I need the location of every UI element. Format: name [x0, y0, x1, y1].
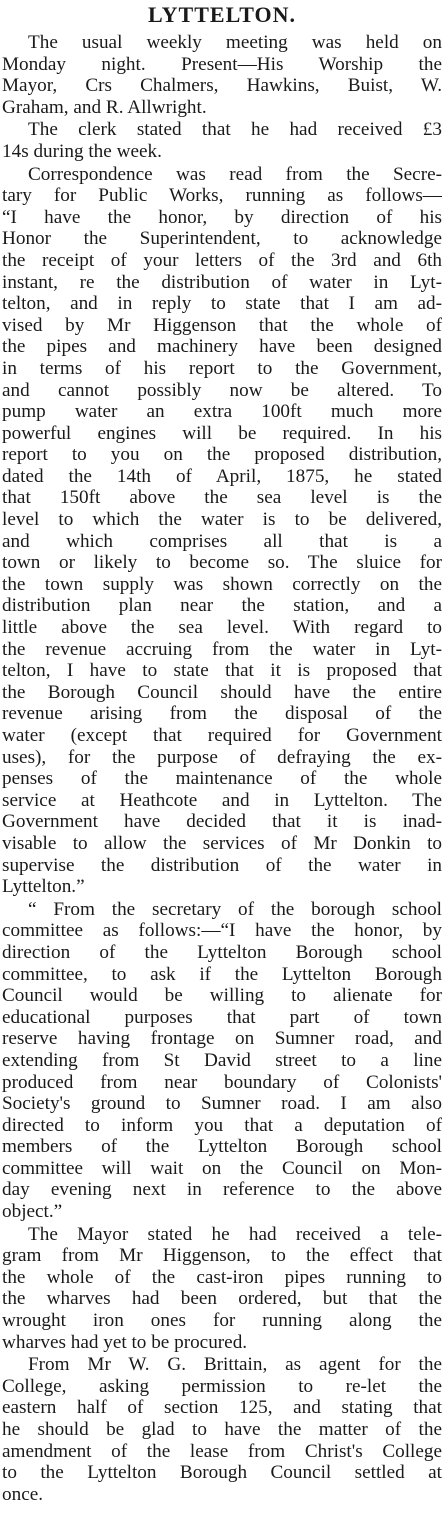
text-line: members of the Lyttelton Borough school: [2, 1136, 442, 1158]
text-line: to the Lyttelton Borough Council settled at: [2, 1462, 442, 1484]
text-line: Graham, and R. Allwright.: [2, 96, 207, 118]
text-line: telton, and in reply to state that I am ad-: [2, 293, 442, 315]
text-line: that 150ft above the sea level is the: [2, 487, 442, 509]
text-line: eastern half of section 125, and stating that: [2, 1397, 442, 1419]
text-line: in terms of his report to the Government,: [2, 357, 442, 379]
paragraph: [2, 32, 442, 118]
text-line: object.”: [2, 1201, 63, 1223]
text-line: and which comprises all that is a: [2, 530, 442, 552]
paragraph: [2, 899, 442, 1223]
text-line: wharves had yet to be procured.: [2, 1331, 248, 1353]
text-line: report to you on the proposed distribution,: [2, 444, 442, 466]
article-body: [2, 32, 442, 1505]
text-line: visable to allow the services of Mr Donkin to: [2, 832, 442, 854]
text-line: telton, I have to state that it is proposed that: [2, 660, 442, 682]
paragraph: [2, 1224, 442, 1354]
text-line: From Mr W. G. Brittain, as agent for the: [28, 1354, 442, 1376]
text-line: revenue arising from the disposal of the: [2, 703, 442, 725]
text-line: service at Heathcote and in Lyttelton. The: [2, 789, 442, 811]
text-line: Council would be willing to alienate for: [2, 985, 442, 1007]
text-line: once.: [2, 1483, 44, 1505]
text-line: Mayor, Crs Chalmers, Hawkins, Buist, W.: [2, 75, 442, 97]
text-line: the pipes and machinery have been designed: [2, 336, 442, 358]
text-line: Lyttelton.”: [2, 876, 85, 898]
text-line: wrought iron ones for running along the: [2, 1310, 442, 1332]
text-line: powerful engines will be required. In his: [2, 422, 442, 444]
text-line: he should be glad to have the matter of the: [2, 1419, 442, 1440]
text-line: the Borough Council should have the entire: [2, 681, 442, 703]
text-line: extending from St David street to a line: [2, 1049, 442, 1071]
text-line: gram from Mr Higgenson, to the effect that: [2, 1245, 442, 1267]
text-line: instant, re the distribution of water in Lyt-: [2, 271, 442, 293]
text-line: The Mayor stated he had received a tele-: [28, 1223, 442, 1245]
text-line: Society's ground to Sumner road. I am also: [2, 1093, 442, 1115]
text-line: The clerk stated that he had received £3: [28, 119, 442, 141]
text-line: committee, to ask if the Lyttelton Borough: [2, 963, 442, 985]
text-line: uses), for the purpose of defraying the ex-: [2, 746, 442, 768]
text-line: the revenue accruing from the water in Lyt-: [2, 638, 442, 660]
text-line: amendment of the lease from Christ's College: [2, 1440, 442, 1462]
text-line: tary for Public Works, running as follows—: [2, 185, 442, 207]
article-column: [2, 0, 442, 1505]
text-line: College, asking permission to re-let the: [2, 1375, 442, 1397]
article-heading: LYTTELTON.: [148, 2, 296, 27]
text-line: level to which the water is to be delivered,: [2, 509, 442, 531]
paragraph: [2, 164, 442, 898]
text-line: dated the 14th of April, 1875, he stated: [2, 465, 442, 487]
text-line: the wharves had been ordered, but that the: [2, 1288, 442, 1310]
text-line: the whole of the cast-iron pipes running to: [2, 1266, 442, 1288]
text-line: penses of the maintenance of the whole: [2, 768, 442, 790]
text-line: 14s during the week.: [2, 140, 162, 162]
text-line: town or likely to become so. The sluice for: [2, 552, 442, 574]
text-line: little above the sea level. With regard to: [2, 617, 442, 639]
text-line: Honor the Superintendent, to acknowledge: [2, 228, 442, 250]
text-line: directed to inform you that a deputation of: [2, 1114, 442, 1136]
paragraph: [2, 1354, 442, 1505]
text-line: “ From the secretary of the borough school: [28, 898, 442, 920]
text-line: pump water an extra 100ft much more: [2, 401, 442, 423]
text-line: day evening next in reference to the above: [2, 1179, 442, 1201]
text-line: the town supply was shown correctly on the: [2, 573, 442, 595]
text-line: vised by Mr Higgenson that the whole of: [2, 314, 442, 336]
text-line: reserve having frontage on Sumner road, and: [2, 1028, 442, 1050]
text-line: water (except that required for Government: [2, 725, 442, 746]
text-line: committee as follows:—“I have the honor, by: [2, 920, 442, 942]
text-line: and cannot possibly now be altered. To: [2, 379, 442, 401]
text-line: Government have decided that it is inad-: [2, 811, 442, 833]
text-line: The usual weekly meeting was held on: [28, 32, 442, 53]
text-line: produced from near boundary of Colonists': [2, 1071, 442, 1093]
text-line: the receipt of your letters of the 3rd and 6th: [2, 249, 442, 271]
text-line: Correspondence was read from the Secre-: [28, 163, 442, 185]
text-line: “I have the honor, by direction of his: [2, 206, 442, 228]
text-line: Monday night. Present—His Worship the: [2, 53, 442, 75]
paragraph: [2, 119, 442, 162]
text-line: educational purposes that part of town: [2, 1006, 442, 1028]
text-line: distribution plan near the station, and a: [2, 595, 442, 617]
text-line: direction of the Lyttelton Borough school: [2, 941, 442, 963]
text-line: committee will wait on the Council on Mon-: [2, 1157, 442, 1179]
text-line: supervise the distribution of the water in: [2, 854, 442, 876]
